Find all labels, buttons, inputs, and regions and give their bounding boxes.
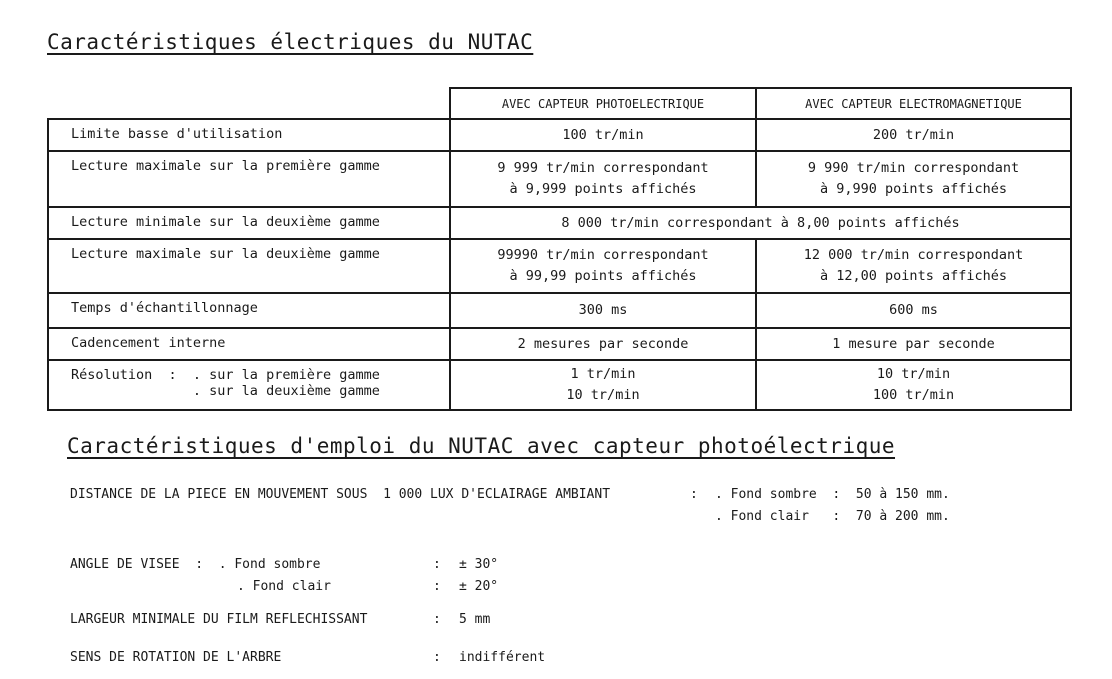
row-label: Lecture minimale sur la deuxième gamme — [48, 207, 450, 239]
distance-light-bg: . Fond clair : 70 à 200 mm. — [715, 509, 950, 524]
table-row — [48, 328, 1071, 360]
angle-value-light: ± 20° — [459, 579, 499, 594]
cell-electromagnetic: 10 tr/min 100 tr/min — [756, 360, 1071, 410]
cell-electromagnetic: 200 tr/min — [756, 119, 1071, 151]
cell-photoelectric: 300 ms — [450, 293, 756, 328]
row-label: Temps d'échantillonnage — [48, 293, 450, 328]
sens-label: SENS DE ROTATION DE L'ARBRE — [70, 650, 282, 665]
distance-label: DISTANCE DE LA PIECE EN MOUVEMENT SOUS 1 000 LUX D'ECLAIRAGE AMBIANT — [70, 487, 611, 502]
column-header-photoelectric: AVEC CAPTEUR PHOTOELECTRIQUE — [450, 88, 756, 119]
table-row — [48, 293, 1071, 328]
cell-photoelectric: 2 mesures par seconde — [450, 328, 756, 360]
table-row — [48, 239, 1071, 293]
sens-value: indifférent — [459, 650, 546, 665]
table-row — [48, 119, 1071, 151]
cell-photoelectric: 100 tr/min — [450, 119, 756, 151]
row-label: Résolution : . sur la première gamme . sur la deuxième gamme — [48, 360, 450, 410]
angle-value-dark: ± 30° — [459, 557, 499, 572]
row-label: Cadencement interne — [48, 328, 450, 360]
angle-label-light: . Fond clair — [237, 579, 331, 594]
sens-colon: : — [433, 650, 441, 665]
table-row — [48, 360, 1071, 410]
cell-electromagnetic: 600 ms — [756, 293, 1071, 328]
angle-colon-1: : — [433, 557, 441, 572]
cell-photoelectric: 9 999 tr/min correspondant à 9,999 points affichés — [450, 151, 756, 207]
column-header-electromagnetic: AVEC CAPTEUR ELECTROMAGNETIQUE — [756, 88, 1071, 119]
largeur-colon: : — [433, 612, 441, 627]
section-title-usage: Caractéristiques d'emploi du NUTAC avec capteur photoélectrique — [67, 434, 896, 458]
section-title-electrical: Caractéristiques électriques du NUTAC — [47, 30, 534, 54]
row-label: Lecture maximale sur la deuxième gamme — [48, 239, 450, 293]
row-label: Limite basse d'utilisation — [48, 119, 450, 151]
largeur-value: 5 mm — [459, 612, 491, 627]
cell-photoelectric: 1 tr/min 10 tr/min — [450, 360, 756, 410]
distance-colon: : — [690, 487, 698, 502]
header-blank-cell — [48, 88, 450, 119]
electrical-characteristics-table — [47, 87, 1072, 411]
cell-combined: 8 000 tr/min correspondant à 8,00 points affichés — [450, 207, 1071, 239]
row-label: Lecture maximale sur la première gamme — [48, 151, 450, 207]
cell-electromagnetic: 9 990 tr/min correspondant à 9,990 points affichés — [756, 151, 1071, 207]
cell-photoelectric: 99990 tr/min correspondant à 99,99 points affichés — [450, 239, 756, 293]
distance-dark-bg: . Fond sombre : 50 à 150 mm. — [715, 487, 950, 502]
angle-label: ANGLE DE VISEE : . Fond sombre — [70, 557, 321, 572]
largeur-label: LARGEUR MINIMALE DU FILM REFLECHISSANT — [70, 612, 368, 627]
angle-colon-2: : — [433, 579, 441, 594]
table-row — [48, 207, 1071, 239]
table-row — [48, 151, 1071, 207]
cell-electromagnetic: 1 mesure par seconde — [756, 328, 1071, 360]
table-header-row — [48, 88, 1071, 119]
cell-electromagnetic: 12 000 tr/min correspondant à 12,00 points affichés — [756, 239, 1071, 293]
